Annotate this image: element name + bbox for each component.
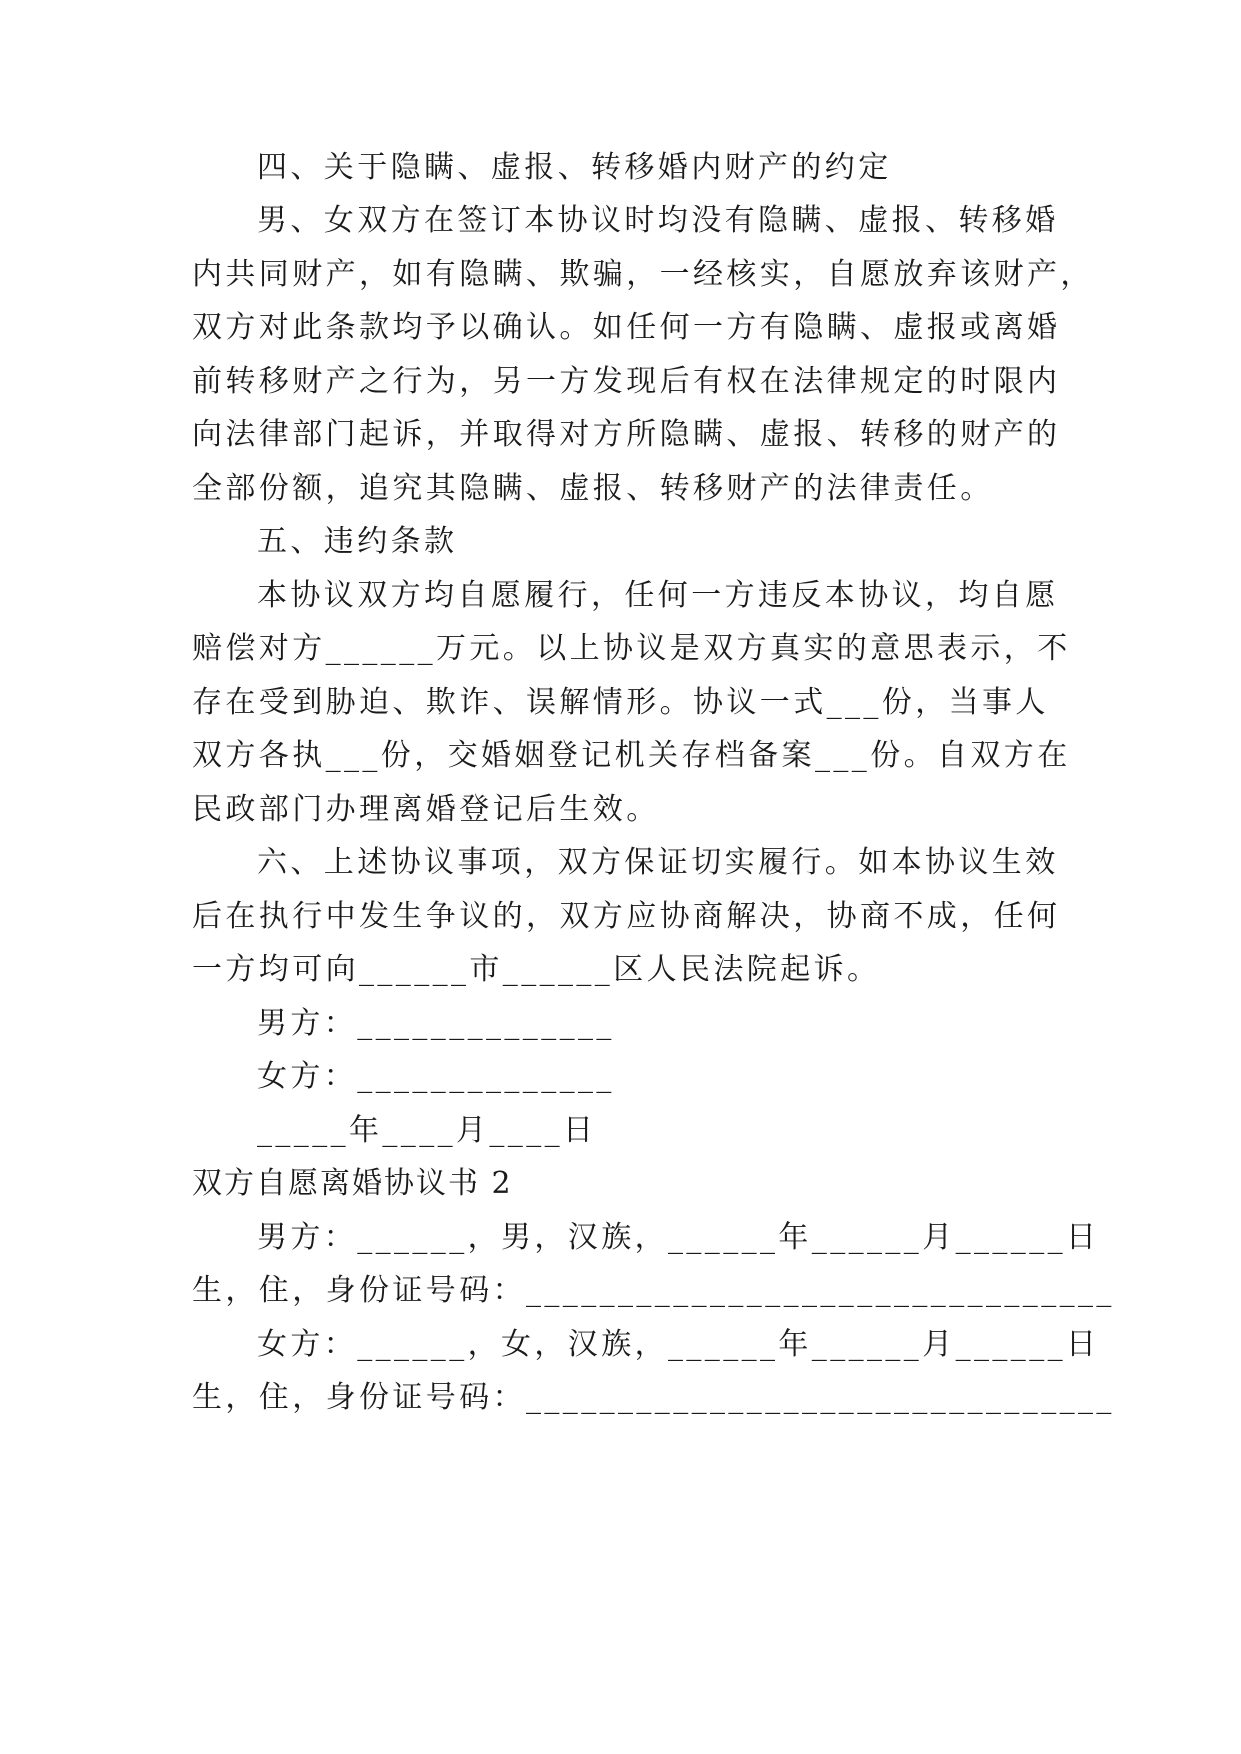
signature-date: _____年____月____日	[257, 1113, 597, 1148]
document-title: 双方自愿离婚协议书 2	[192, 1166, 513, 1201]
signature-female: 女方：______________	[257, 1059, 615, 1094]
female-id-line: 生，住，身份证号码：________________________________	[192, 1380, 1115, 1415]
male-id-line: 生，住，身份证号码：________________________________	[192, 1273, 1115, 1308]
paragraph-line: 民政部门办理离婚登记后生效。	[192, 792, 660, 827]
paragraph-line: 向法律部门起诉，并取得对方所隐瞒、虚报、转移的财产的	[192, 417, 1061, 452]
signature-male: 男方：______________	[257, 1006, 615, 1041]
paragraph-line: 本协议双方均自愿履行，任何一方违反本协议，均自愿	[257, 578, 1059, 613]
female-party-line: 女方：______，女，汉族，______年______月______日	[257, 1327, 1100, 1362]
male-party-line: 男方：______，男，汉族，______年______月______日	[257, 1220, 1100, 1255]
paragraph-line: 男、女双方在签订本协议时均没有隐瞒、虚报、转移婚	[257, 203, 1059, 238]
paragraph-line: 双方各执___份，交婚姻登记机关存档备案___份。自双方在	[192, 738, 1071, 773]
paragraph-line: 赔偿对方______万元。以上协议是双方真实的意思表示，不	[192, 631, 1071, 666]
paragraph-line: 内共同财产，如有隐瞒、欺骗，一经核实，自愿放弃该财产，	[192, 257, 1094, 292]
paragraph-line: 一方均可向______市______区人民法院起诉。	[192, 952, 881, 987]
paragraph-line: 前转移财产之行为，另一方发现后有权在法律规定的时限内	[192, 364, 1061, 399]
section-heading-concealment: 四、关于隐瞒、虚报、转移婚内财产的约定	[257, 150, 892, 185]
paragraph-line: 存在受到胁迫、欺诈、误解情形。协议一式___份，当事人	[192, 685, 1049, 720]
paragraph-line: 后在执行中发生争议的，双方应协商解决，协商不成，任何	[192, 899, 1061, 934]
paragraph-line: 全部份额，追究其隐瞒、虚报、转移财产的法律责任。	[192, 471, 994, 506]
section-heading-performance: 六、上述协议事项，双方保证切实履行。如本协议生效	[257, 845, 1059, 880]
paragraph-line: 双方对此条款均予以确认。如任何一方有隐瞒、虚报或离婚	[192, 310, 1061, 345]
section-heading-breach: 五、违约条款	[257, 524, 458, 559]
